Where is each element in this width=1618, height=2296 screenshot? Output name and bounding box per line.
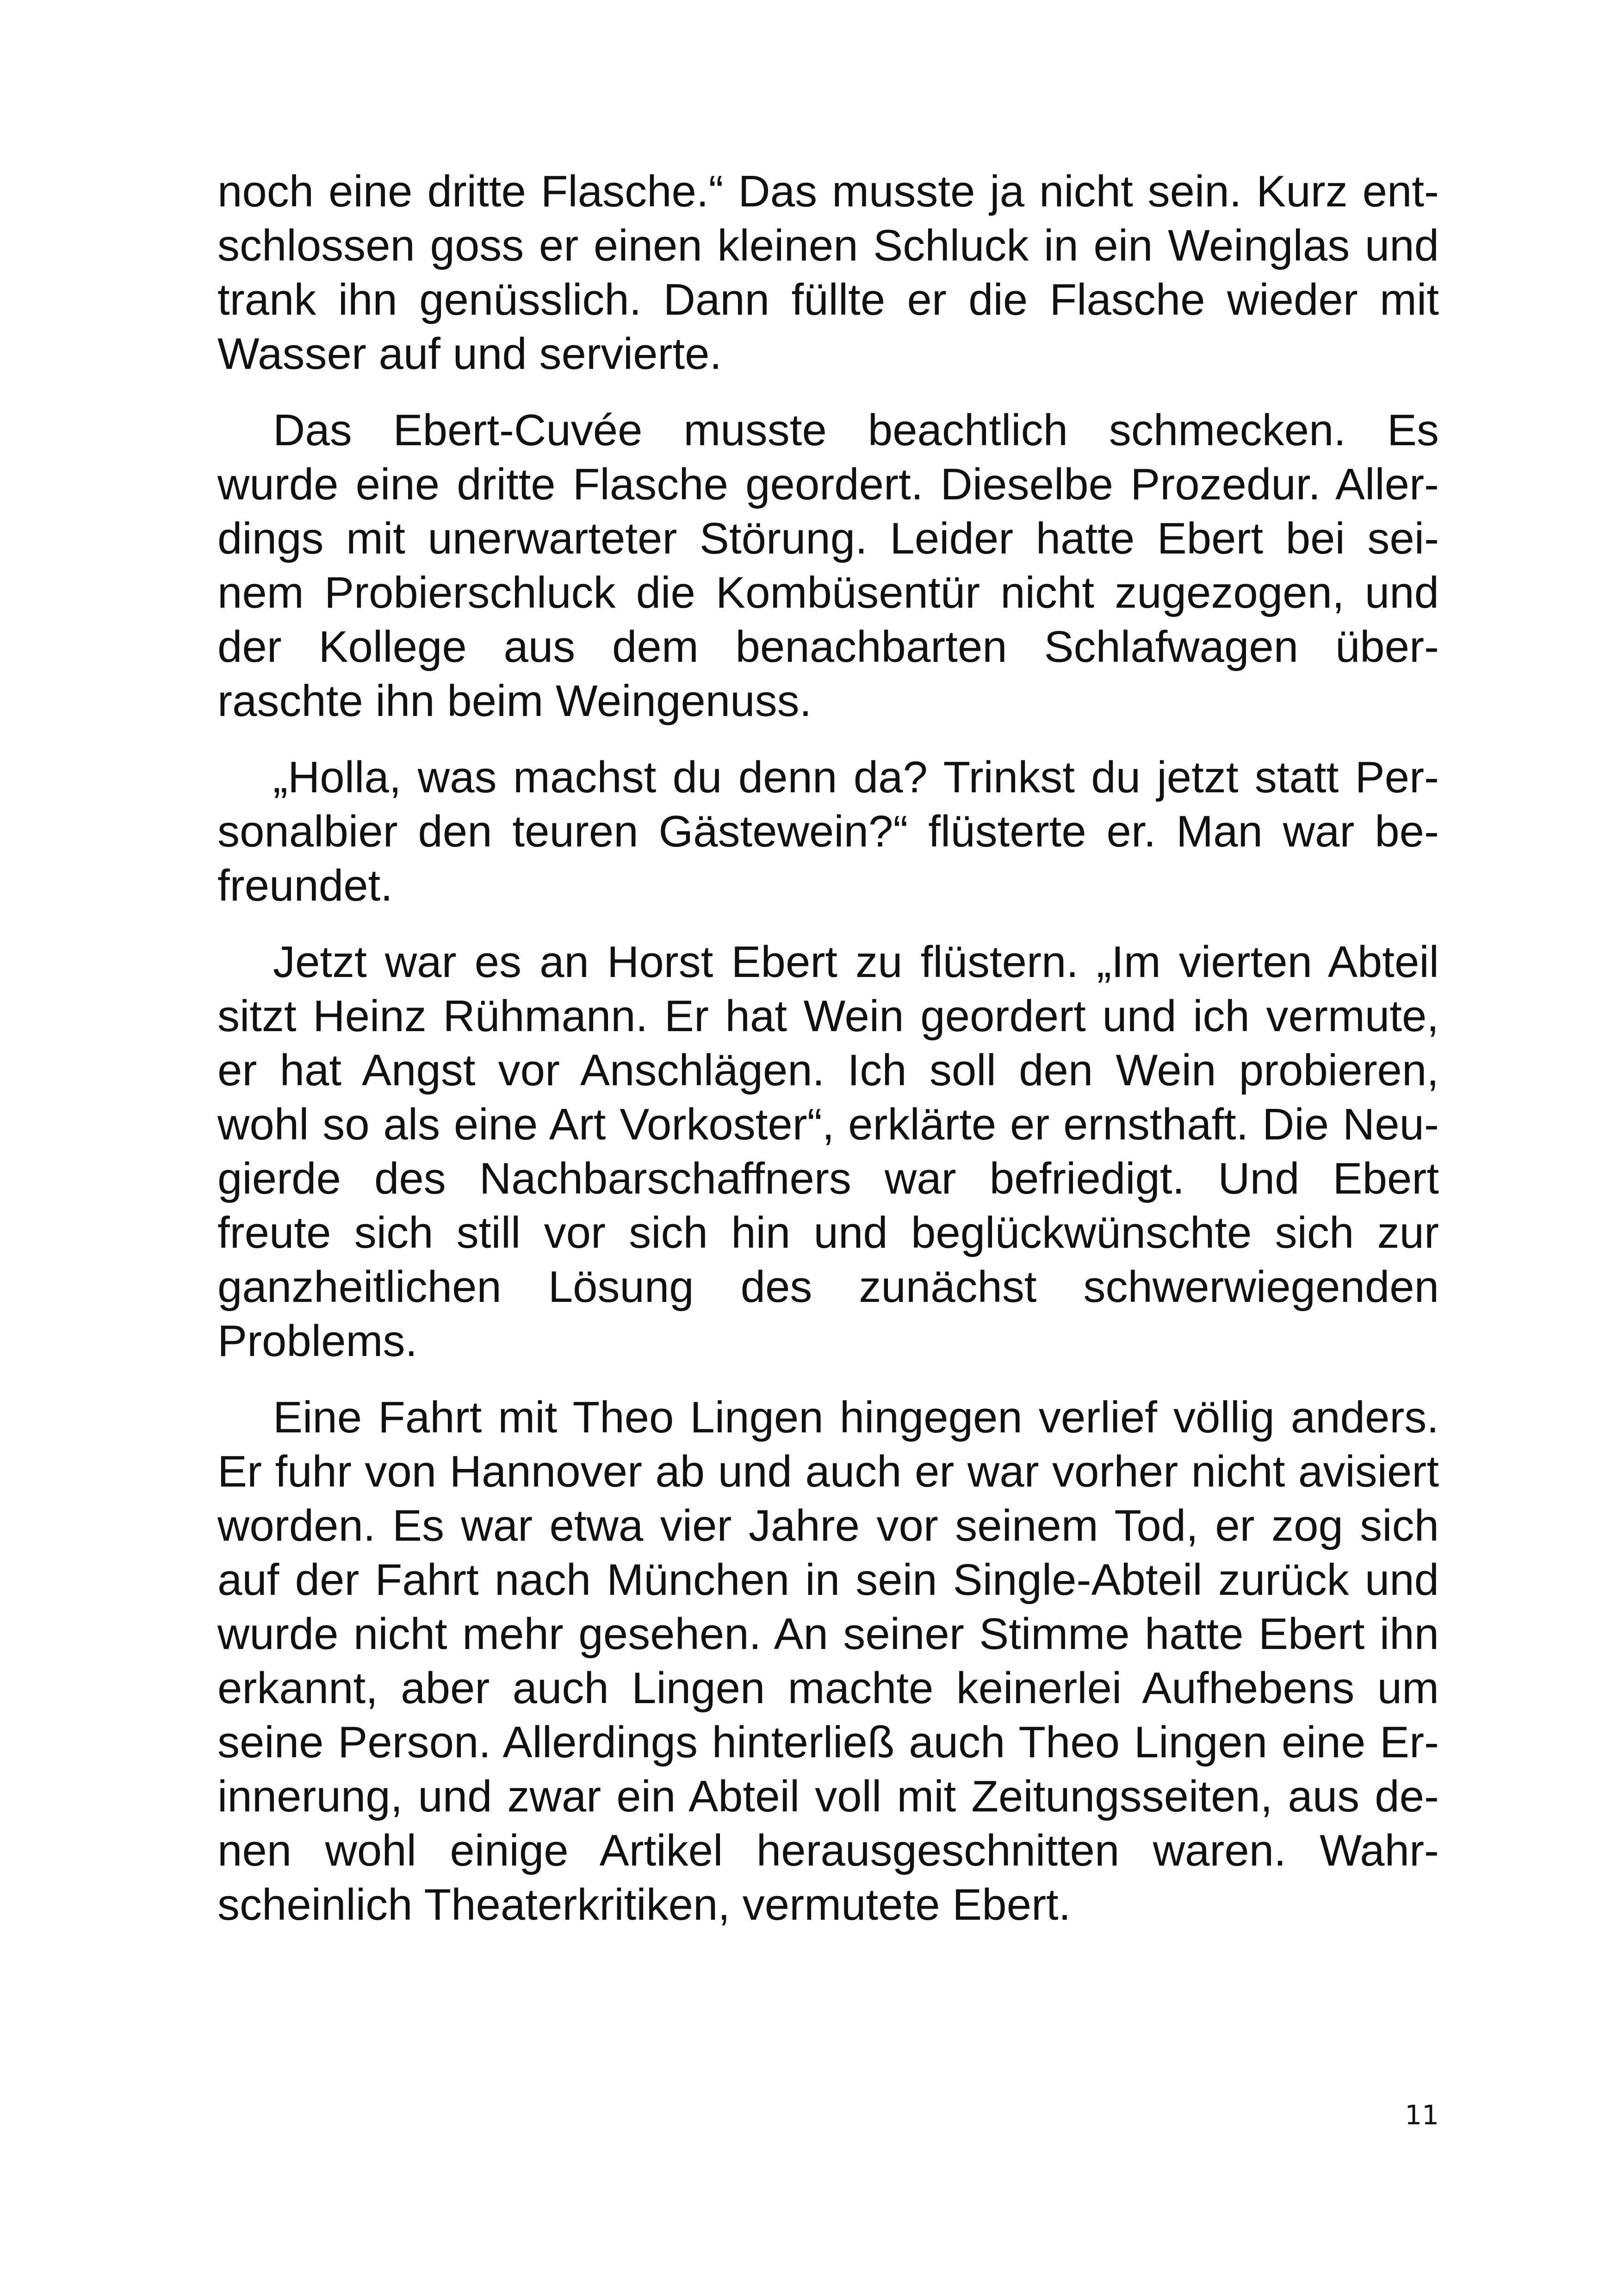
page-number: 11 — [1405, 2099, 1439, 2131]
text-line: innerung, und zwar ein Abteil voll mit Zeitungsseiten, aus de- — [217, 1772, 1439, 1821]
text-line: „Holla, was machst du denn da? Trinkst du jetzt statt Per- — [273, 753, 1439, 802]
text-line: Das Ebert-Cuvée musste beachtlich schmecken. Es — [273, 405, 1439, 455]
text-line: Eine Fahrt mit Theo Lingen hingegen verlief völlig anders. — [273, 1393, 1439, 1442]
text-line: nem Probierschluck die Kombüsentür nicht zugezogen, und — [217, 568, 1439, 617]
paragraph-1 — [217, 164, 1439, 381]
text-line: gierde des Nachbarschaffners war befriedigt. Und Ebert — [217, 1154, 1439, 1203]
text-line: raschte ihn beim Weingenuss. — [217, 676, 812, 726]
text-line: noch eine dritte Flasche.“ Das musste ja nicht sein. Kurz ent- — [217, 167, 1439, 216]
text-line: schlossen goss er einen kleinen Schluck in ein Weinglas und — [217, 221, 1439, 270]
paragraph-4 — [217, 935, 1439, 1368]
paragraph-5 — [217, 1390, 1439, 1932]
text-line: freute sich still vor sich hin und beglückwünschte sich zur — [217, 1208, 1439, 1257]
text-line: auf der Fahrt nach München in sein Single-Abteil zurück und — [217, 1555, 1439, 1605]
text-line: er hat Angst vor Anschlägen. Ich soll den Wein probieren, — [217, 1045, 1439, 1095]
text-line: wurde eine dritte Flasche geordert. Dieselbe Prozedur. Aller- — [217, 460, 1439, 509]
text-line: freundet. — [217, 861, 393, 910]
text-line: sonalbier den teuren Gästewein?“ flüsterte er. Man war be- — [217, 807, 1439, 856]
text-line: Wasser auf und servierte. — [217, 329, 722, 379]
text-line: Problems. — [217, 1316, 418, 1366]
text-line: dings mit unerwarteter Störung. Leider hatte Ebert bei sei- — [217, 514, 1439, 563]
text-line: seine Person. Allerdings hinterließ auch Theo Lingen eine Er- — [217, 1717, 1439, 1767]
paragraph-3 — [217, 750, 1439, 913]
text-line: worden. Es war etwa vier Jahre vor seinem Tod, er zog sich — [217, 1501, 1439, 1550]
body-text — [217, 164, 1439, 1954]
text-line: erkannt, aber auch Lingen machte keinerlei Aufhebens um — [217, 1663, 1439, 1713]
text-line: trank ihn genüsslich. Dann füllte er die Flasche wieder mit — [217, 275, 1439, 324]
text-line: wohl so als eine Art Vorkoster“, erklärte er ernsthaft. Die Neu- — [217, 1100, 1439, 1149]
text-line: wurde nicht mehr gesehen. An seiner Stimme hatte Ebert ihn — [217, 1609, 1439, 1659]
text-line: Er fuhr von Hannover ab und auch er war vorher nicht avisiert — [217, 1447, 1439, 1496]
text-line: der Kollege aus dem benachbarten Schlafwagen über- — [217, 622, 1439, 672]
text-line: Jetzt war es an Horst Ebert zu flüstern. „Im vierten Abteil — [273, 937, 1439, 987]
text-line: scheinlich Theaterkritiken, vermutete Ebert. — [217, 1880, 1071, 1929]
text-line: ganzheitlichen Lösung des zunächst schwerwiegenden — [217, 1262, 1439, 1312]
paragraph-2 — [217, 403, 1439, 728]
text-line: nen wohl einige Artikel herausgeschnitten waren. Wahr- — [217, 1826, 1439, 1875]
text-line: sitzt Heinz Rühmann. Er hat Wein geordert und ich vermute, — [217, 991, 1439, 1041]
